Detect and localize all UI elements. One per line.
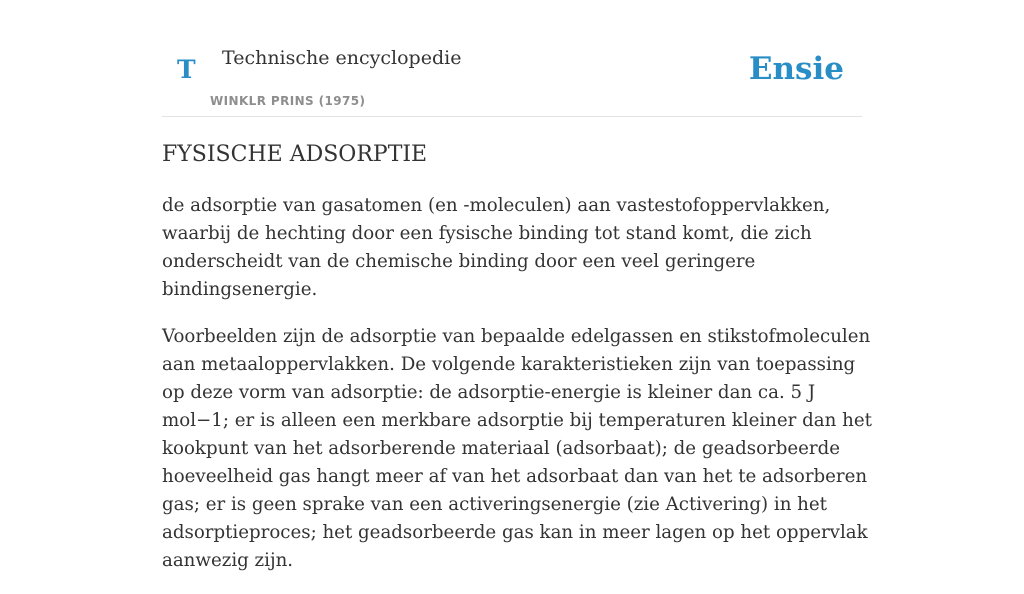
header <box>162 30 862 117</box>
article-paragraph: de adsorptie van gasatomen (en -moleculen) aan vastestofoppervlakken, waarbij de hechting door een fysische binding tot stand komt, die zich onderscheidt van de chemische binding door een veel geringere bindingsenergie. <box>162 195 831 300</box>
book-title-link[interactable]: Technische encyclopedie <box>222 47 462 69</box>
source-label: WINKLR PRINS (1975) <box>210 94 366 108</box>
article-title: FYSISCHE ADSORPTIE <box>162 142 428 167</box>
article-paragraph: Voorbeelden zijn de adsorptie van bepaalde edelgassen en stikstofmoleculen aan metaaloppervlakken. De volgende karakteristieken zijn van toepassing op deze vorm van adsorptie: de adsorptie-energie is kleiner dan ca. 5 J mol−1; er is alleen een merkbare adsorptie bij temperaturen kleiner dan het kookpunt van het adsorberende materiaal (adsorbaat); de geadsorbeerde hoeveelheid gas hangt meer af van het adsorbaat dan van het te adsorberen gas; er is geen sprake van een activeringsenergie (zie Activering) in het adsorptieproces; het geadsorbeerde gas kan in meer lagen op het oppervlak aanwezig zijn. <box>162 326 872 571</box>
article-body <box>162 192 874 594</box>
ensie-logo-link[interactable]: Ensie <box>748 51 844 87</box>
encyclopedia-logo-icon[interactable]: T <box>177 55 196 84</box>
